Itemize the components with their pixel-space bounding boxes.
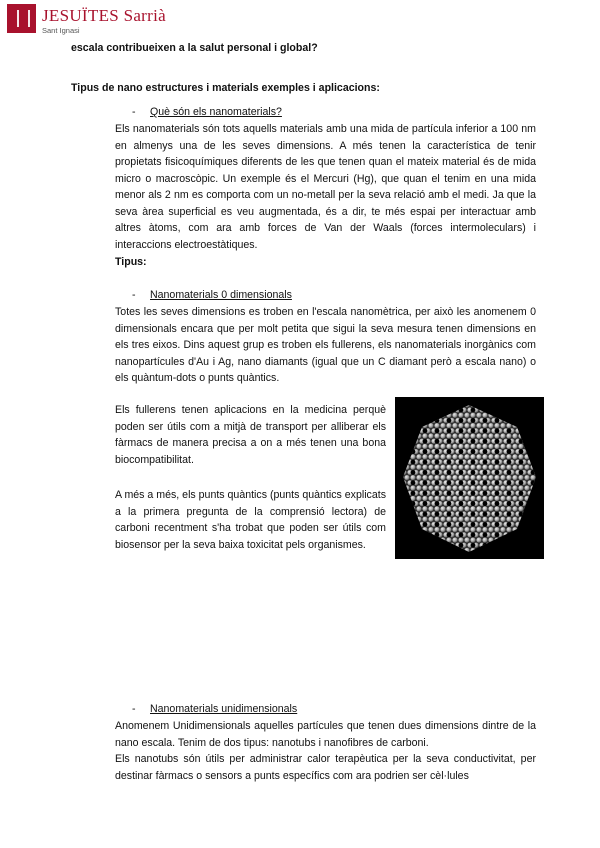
fullerene-molecule-icon (395, 397, 544, 559)
bullet-what-are-nanomaterials: - Què són els nanomaterials? (132, 106, 282, 118)
fullerene-image (395, 397, 544, 559)
paragraph-definition: Els nanomaterials són tots aquells materials amb una mida de partícula inferior a 100 nm en almenys una de les seves dimensions. A més tenen la característica de tenir propietats fisicoquímiques diferents de les que tenen quan el mateix material és de mida micro o macroscòpic. Un exemple és el Mercuri (Hg), que quan el tenim en una mida menor als 2 nm es comporta com un no-metall per la seva relació amb el medi. Ja que la seva àrea superficial es veu augmentada, és a dir, te més espai per interactuar amb altres àtoms, com ara amb forces de Van der Waals (forces intermoleculars) i interaccions electroestàtiques. (115, 123, 536, 251)
section-title: Tipus de nano estructures i materials exemples i aplicacions: (71, 82, 380, 94)
logo-mark-icon (7, 4, 36, 33)
bullet-label: Què són els nanomaterials? (150, 106, 282, 118)
logo-name: JESUÏTES Sarrià (42, 6, 166, 25)
paragraph-quantum-dots: A més a més, els punts quàntics (punts quàntics explicats a la primera pregunta de la comprensió lectora) de carboni recentment s'ha trobat que poden ser útils com biosensor per la seva baixa toxicitat pels organismes. (115, 489, 386, 551)
types-label: Tipus: (115, 256, 147, 268)
paragraph-fullerenes: Els fullerens tenen aplicacions en la medicina perquè poden ser útils com a mitjà de transport per alliberar els fàrmacs de manera precisa a on a més tenen una bona biocompatibilitat. (115, 404, 386, 466)
bullet-0d: - Nanomaterials 0 dimensionals (132, 289, 292, 301)
bullet-label: Nanomaterials unidimensionals (150, 703, 298, 715)
logo-subtitle: Sant Ignasi (42, 26, 80, 35)
question-line: escala contribueixen a la salut personal i global? (71, 42, 318, 54)
bullet-label: Nanomaterials 0 dimensionals (150, 289, 292, 301)
paragraph-1d: Anomenem Unidimensionals aquelles partícules que tenen dues dimensions dintre de la nano escala. Tenim de dos tipus: nanotubs i nanofibres de carboni. (115, 720, 536, 749)
school-logo (7, 4, 166, 36)
paragraph-nanotubes: Els nanotubs són útils per administrar calor terapèutica per la seva conductivitat, per destinar fàrmacs o sensors a punts específics com ara podrien ser cèl·lules (115, 753, 536, 782)
bullet-1d: - Nanomaterials unidimensionals (132, 703, 298, 715)
paragraph-0d: Totes les seves dimensions es troben en l'escala nanomètrica, per això les anomenem 0 dimensionals encara que per molt petita que sigui la seva mesura tenen dimensions en els tres eixos. Dins aquest grup es troben els fullerens, els nanomaterials inorgànics com nanopartícules d'Au i Ag, nano diamants (igual que un C diamant però a escala nano) o els quàntum-dots o punts quàntics. (115, 306, 536, 384)
